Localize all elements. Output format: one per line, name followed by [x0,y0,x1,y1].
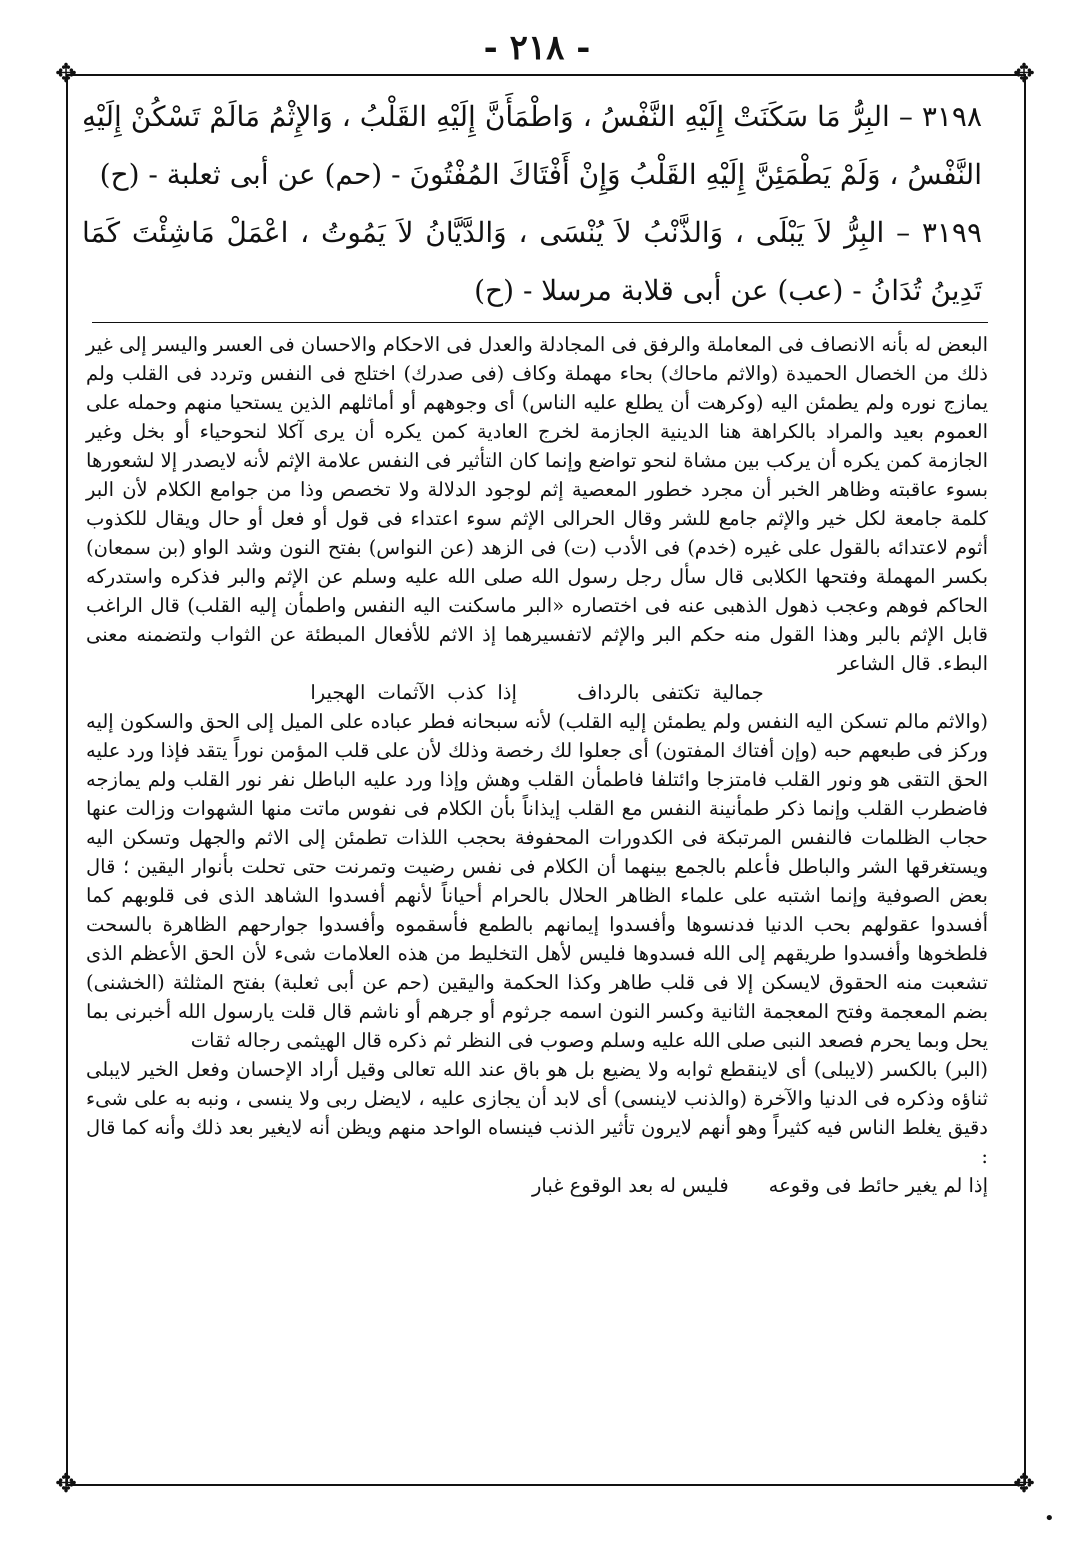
separator-rule [92,322,988,323]
hadith-3198: ٣١٩٨ – البِرُّ مَا سَكَنَتْ إِلَيْهِ النَّفْسُ ، وَاطْمَأَنَّ إِلَيْهِ القَلْبُ ، وَالإِثْمُ مَالَمْ تَسْكُنْ إِلَيْهِ النَّفْسُ ، وَلَمْ يَطْمَئِنَّ إِلَيْهِ القَلْبُ وَإِنْ أَفْتَاكَ المُفْتُونَ - (حم) عن أبى ثعلبة - (ح) [82,100,982,191]
commentary-paragraph: (البر) بالكسر (لايبلى) أى لاينقطع ثوابه ولا يضيع بل هو باق عند الله تعالى وقيل أراد الإحسان وفعل الخير لايبلى ثناؤه وذكره فى الدنيا والآخرة (والذنب لاينسى) أى لابد أن يجازى عليه ، لايضل ربى ولا ينسى ، ونبه به على شىء دقيق يغلط الناس فيه كثيراً وهو أنهم لايرون تأثير الذنب فينساه الواحد منهم ويظن أنه لايغير بعد ذلك وأنه كما قال : [86,1058,988,1168]
bottom-rule [66,1484,1024,1486]
corner-ornament-icon: ✥ [55,1469,77,1499]
verse-hemistich: جمالية تكتفى بالرداف [577,681,764,704]
hadith-number: ٣١٩٩ [921,216,982,249]
hadith-3199: ٣١٩٩ – البِرُّ لاَ يَبْلَى ، وَالذَّنْبُ لاَ يُنْسَى ، وَالدَّيَّانُ لاَ يَمُوتُ ، اعْمَلْ مَاشِئْتَ كَمَا تَدِينُ تُدَانُ - (عب) عن أبى قلابة مرسلا - (ح) [82,216,982,307]
verse-hemistich: إذا لم يغير حائط فى وقوعه [768,1174,988,1197]
page-number: - ٢١٨ - [483,28,591,68]
corner-ornament-icon: ✥ [1013,59,1035,89]
commentary-paragraph: (والاثم مالم تسكن اليه النفس ولم يطمئن إليه القلب) لأنه سبحانه فطر عباده على الميل إلى الحق والسكون إليه وركز فى طبعهم حبه (وإن أفتاك المفتون) أى جعلوا لك رخصة وذلك لأن على قلب المؤمن نوراً يتقد فإذا ورد عليه الحق التقى هو ونور القلب فامتزجا وائتلفا فاطمأن القلب وهش وإذا ورد عليه الباطل نفر نور القلب ولم يمازجه فاضطرب القلب وإنما ذكر طمأنينة النفس مع القلب إيذاناً بأن الكلام فى نفوس ماتت منها الشهوات وزالت عنها حجاب الظلمات فالنفس المرتبكة فى الكدورات المحفوفة بحجب اللذات تطمئن إلى الاثم والجهل وتسكن اليه ويستغرقها الشر والباطل فأعلم بالجمع بينهما أن الكلام فى نفس رضيت وتمرنت حتى تحلت بأنوار اليقين ؛ قال بعض الصوفية وإنما اشتبه على علماء الظاهر الحلال بالحرام أحياناً لأنهم أفسدوا الشاهد الذى فى قلوبهم كما أفسدوا عقولهم بحب الدنيا فدنسوها وأفسدوا إيمانهم بالطمع فأسقموه وأفسدوا جوارحهم الظاهرة بالسحت فلطخوها وأفسدوا طريقهم إلى الله فسدوها فليس لأهل التخليط من هذه العلامات شىء لأن الحق الأعظم الذى تشعبت منه الحقوق لايسكن إلا فى قلب طاهر وكذا الحكمة واليقين (حم عن أبى ثعلبة) بفتح المثلثة (الخشنى) بضم المعجمة وفتح المعجمة الثانية وكسر النون اسمه جرثوم أو جرهم أو ناشم قال قلت يارسول الله أخبرنى بما يحل وبما يحرم فصعد النبى صلى الله عليه وسلم وصوب فى النظر ثم ذكره قال الهيثمى رجاله ثقات [86,710,988,1052]
hadith-number: ٣١٩٨ [921,100,982,133]
poetry-verse [86,1171,988,1200]
corner-ornament-icon: ✥ [1013,1469,1035,1499]
verse-hemistich: إذا كذب الآثمات الهجيرا [310,681,517,704]
hadith-text: البِرُّ مَا سَكَنَتْ إِلَيْهِ النَّفْسُ ، وَاطْمَأَنَّ إِلَيْهِ القَلْبُ ، وَالإِثْمُ مَالَمْ تَسْكُنْ إِلَيْهِ النَّفْسُ ، وَلَمْ يَطْمَئِنَّ إِلَيْهِ القَلْبُ وَإِنْ أَفْتَاكَ المُفْتُونَ - (حم) عن أبى ثعلبة - (ح) [82,100,982,191]
margin-mark: • [1044,1508,1055,1529]
top-rule [66,74,1024,76]
corner-ornament-icon: ✥ [55,59,77,89]
verse-hemistich: فليس له بعد الوقوع غبار [531,1174,729,1197]
poetry-verse [86,678,988,707]
commentary-paragraph: البعض له بأنه الانصاف فى المعاملة والرفق فى المجادلة والعدل فى الاحكام والاحسان فى العسر واليسر إلى غير ذلك من الخصال الحميدة (والاثم ماحاك) بحاء مهملة وكاف (فى صدرك) اختلج فى النفس وتردد فى القلب ولم يمازج نوره ولم يطمئن اليه (وكرهت أن يطلع عليه الناس) أى وجوههم أو أماثلهم الذين يستحيا منهم وحمله على العموم بعيد والمراد بالكراهة هنا الدينية الجازمة لخرج العادية كمن يكره أن يرى آكلا لنحوحياء أو بخل وغير الجازمة كمن يكره أن يركب بين مشاة لنحو تواضع وإنما كان التأثير فى النفس علامة الإثم لأنه لايصدر إلا لشعورها بسوء عاقبته وظاهر الخبر أن مجرد خطور المعصية إثم لوجود الدلالة ولا تخصص وذا من جوامع الكلام لأن البر كلمة جامعة لكل خير والإثم جامع للشر وقال الحرالى الإثم سوء اعتداء فى قول أو فعل أو حال ويقال للكذوب أثوم لاعتدائه بالقول على غيره (خدم) فى الأدب (ت) فى الزهد (عن النواس) بفتح النون وشد الواو (بن سمعان) بكسر المهملة وفتحها الكلابى قال سأل رجل رسول الله صلى الله عليه وسلم عن الإثم والبر فذكره واستدركه الحاكم فوهم وعجب ذهول الذهبى عنه فى اختصاره «البر ماسكنت اليه النفس واطمأن إليه القلب) قال الراغب قابل الإثم بالبر وهذا القول منه حكم البر والإثم لاتفسيرهما إذ الاثم للأفعال المبطئة عن الثواب ولتضمنه معنى البطء. قال الشاعر [86,333,988,675]
commentary [86,330,988,1200]
hadith-text: البِرُّ لاَ يَبْلَى ، وَالذَّنْبُ لاَ يُنْسَى ، وَالدَّيَّانُ لاَ يَمُوتُ ، اعْمَلْ مَاشِئْتَ كَمَا تَدِينُ تُدَانُ - (عب) عن أبى قلابة مرسلا - (ح) [82,216,982,307]
